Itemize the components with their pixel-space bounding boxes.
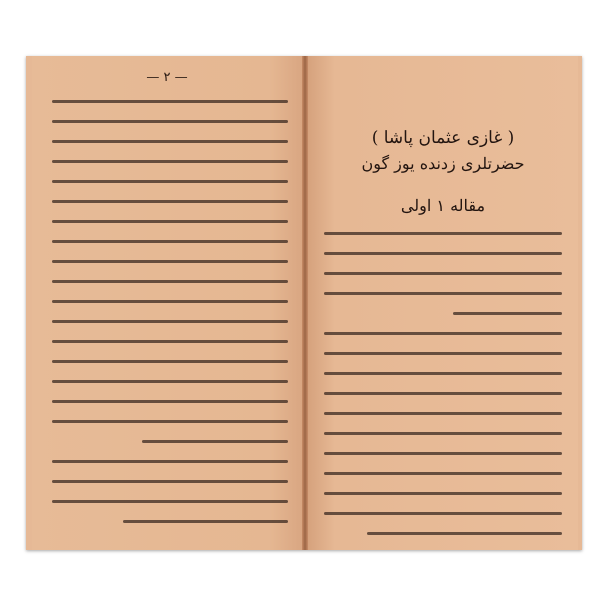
right-paragraph-2 xyxy=(324,332,562,550)
left-page xyxy=(32,56,302,550)
left-paragraph-1 xyxy=(52,100,288,460)
open-book-spread xyxy=(26,56,582,550)
left-paragraph-2 xyxy=(52,460,288,540)
right-page xyxy=(308,56,578,550)
right-paragraph-1 xyxy=(324,232,562,332)
heading-subtitle: حضرتلری زدنده یوز گون xyxy=(361,154,525,173)
page-number: — ٢ — xyxy=(146,70,188,85)
heading-name: ( غازی عثمان پاشا ) xyxy=(371,128,515,148)
section-title: مقاله ١ اولى xyxy=(400,196,486,215)
